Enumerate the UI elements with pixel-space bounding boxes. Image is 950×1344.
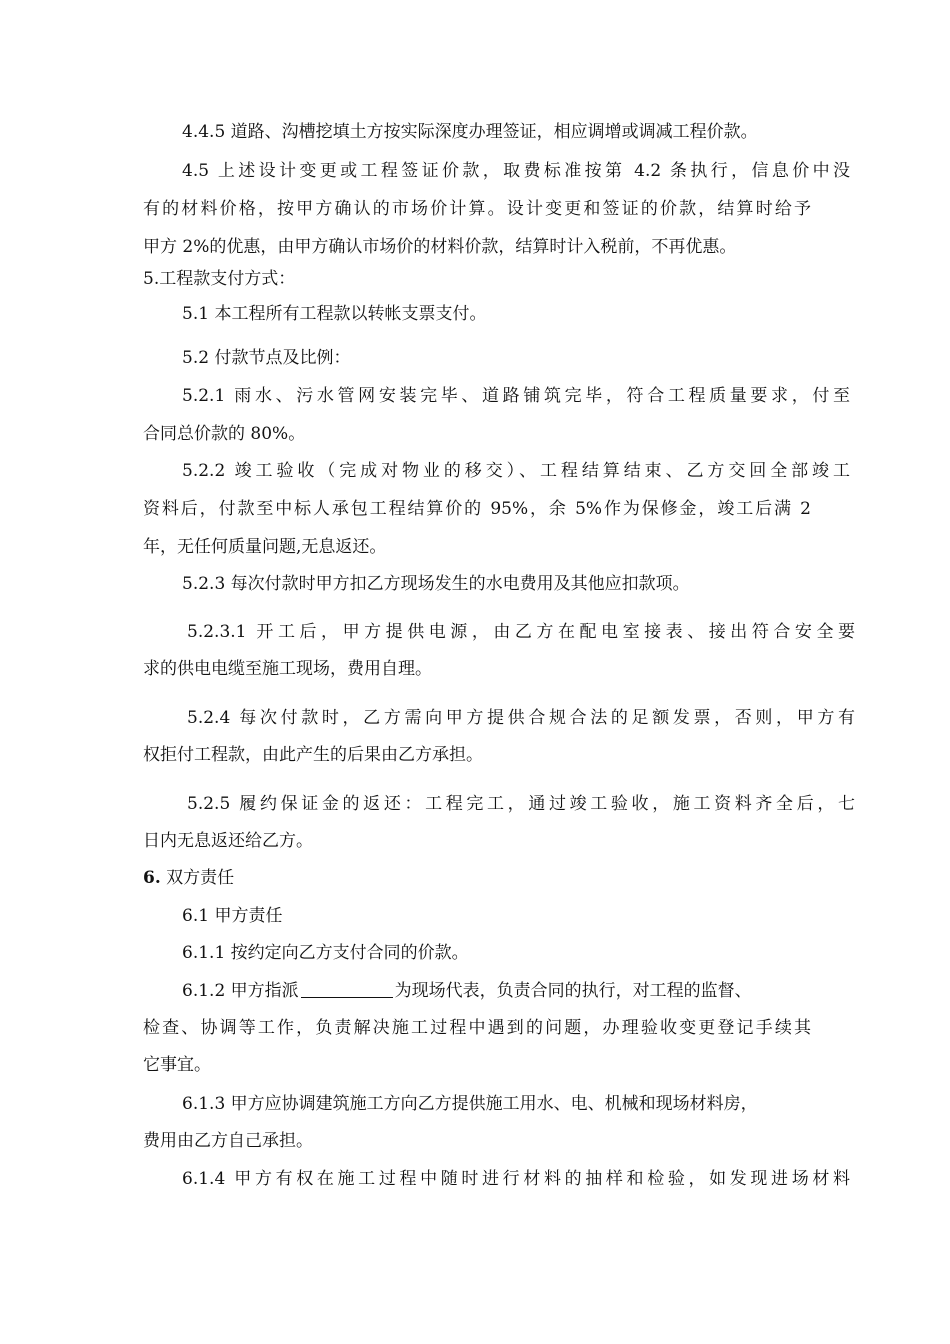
- text-line: 6.1.1 按约定向乙方支付合同的价款。: [182, 943, 469, 963]
- text-line: 甲方 2%的优惠，由甲方确认市场价的材料价款，结算时计入税前，不再优惠。: [143, 237, 737, 257]
- text-line: 求的供电电缆至施工现场，费用自理。: [143, 659, 432, 679]
- section-title: 双方责任: [166, 868, 235, 888]
- text-line: 年，无任何质量问题,无息返还。: [143, 537, 387, 557]
- text-line: 检查、协调等工作，负责解决施工过程中遇到的问题，办理验收变更登记手续其: [143, 1018, 811, 1038]
- text-line: 权拒付工程款，由此产生的后果由乙方承担。: [143, 745, 483, 765]
- section-number: 6.: [143, 868, 161, 888]
- text-line: 5.1 本工程所有工程款以转帐支票支付。: [182, 304, 487, 324]
- text-segment: 6.1.2 甲方指派: [182, 981, 299, 1001]
- text-line: 有的材料价格，按甲方确认的市场价计算。设计变更和签证的价款，结算时给予: [143, 199, 811, 219]
- text-line: 5.2.5 履约保证金的返还：工程完工，通过竣工验收，施工资料齐全后，七: [187, 794, 855, 814]
- text-line: 5.2.3.1 开工后，甲方提供电源，由乙方在配电室接表、接出符合安全要: [187, 622, 855, 642]
- text-line: 日内无息返还给乙方。: [143, 831, 313, 851]
- text-line: 合同总价款的 80%。: [143, 424, 306, 444]
- text-line: 6.1.3 甲方应协调建筑施工方向乙方提供施工用水、电、机械和现场材料房，: [182, 1094, 758, 1114]
- text-line: 4.5 上述设计变更或工程签证价款，取费标准按第 4.2 条执行，信息价中没: [182, 161, 850, 181]
- subsection-heading: 6.1 甲方责任: [182, 906, 283, 926]
- text-line: 6.1.4 甲方有权在施工过程中随时进行材料的抽样和检验，如发现进场材料: [182, 1169, 850, 1189]
- text-line: 5.2.1 雨水、污水管网安装完毕、道路铺筑完毕，符合工程质量要求，付至: [182, 386, 850, 406]
- blank-underline: [301, 980, 393, 998]
- section-heading: 5.工程款支付方式：: [143, 269, 296, 289]
- text-line: 它事宜。: [143, 1055, 211, 1075]
- text-line: 5.2.4 每次付款时，乙方需向甲方提供合规合法的足额发票，否则，甲方有: [187, 708, 855, 728]
- text-line: 5.2.2 竣工验收（完成对物业的移交）、工程结算结束、乙方交回全部竣工: [182, 461, 850, 481]
- text-line: [143, 979, 850, 1003]
- text-segment: 为现场代表，负责合同的执行，对工程的监督、: [394, 981, 752, 1001]
- text-line: 5.2 付款节点及比例：: [182, 348, 351, 368]
- text-line: 费用由乙方自己承担。: [143, 1131, 313, 1151]
- text-line: 资料后，付款至中标人承包工程结算价的 95%，余 5%作为保修金，竣工后满 2: [143, 499, 811, 519]
- section-heading: [143, 866, 811, 890]
- text-line: 5.2.3 每次付款时甲方扣乙方现场发生的水电费用及其他应扣款项。: [182, 574, 690, 594]
- text-line: 4.4.5 道路、沟槽挖填土方按实际深度办理签证，相应调增或调减工程价款。: [182, 122, 758, 142]
